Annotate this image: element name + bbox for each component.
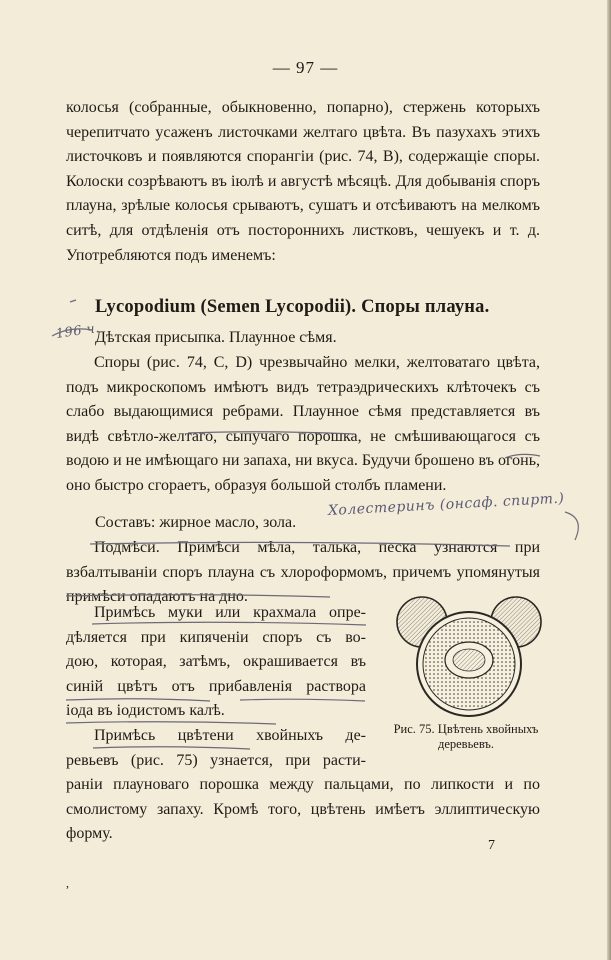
composition-line: Составъ: жирное масло, зола.: [95, 514, 297, 531]
page-edge-shadow: [607, 0, 611, 960]
text-line: ревьевъ (рис. 75) узнается, при расти-: [66, 751, 366, 769]
text-line: Примѣсь цвѣтени хвойныхъ де-: [94, 727, 366, 744]
paragraph-conifer-pollen-continued: раніи плауноваго порошка между пальцами, по липкости и по смолистому запаху. Кромѣ того, цвѣтень имѣетъ эллиптическую форму.: [66, 776, 540, 843]
handwritten-note-margin: 196 ч.: [54, 320, 101, 342]
text-line: дою, которая, затѣмъ, окрашивается въ: [66, 653, 366, 671]
paragraph-spores-collection: колосья (собранные, обыкновенно, попарно), стержень которыхъ черепитчато усаженъ листочками желтаго цвѣта. Въ пазухахъ этихъ листочковъ и появляются спорангіи (рис. 74, B), содержащіе споры. Колоски созрѣваютъ въ іюлѣ и августѣ мѣсяцѣ. Для добыванія споръ плауна, зрѣлые колосья срываютъ, сушатъ и отсѣиваютъ на мелкомъ ситѣ, для отдѣленія отъ постороннихъ листковъ, чешуекъ и т. д. Употребляются подъ именемъ:: [66, 99, 540, 264]
stray-mark: ,: [66, 876, 69, 890]
heading-russian: Споры плауна.: [361, 297, 490, 317]
paragraph-spores-description: Споры (рис. 74, C, D) чрезвычайно мелки, желтоватаго цвѣта, подъ микроскопомъ имѣютъ видъ тетраэдрическихъ клѣточекъ съ слабо выдающимися ребрами. Плаунное сѣмя представляется въ видѣ свѣтло-желтаго, сыпучаго порошка, не смѣшивающагося съ водою и не имѣющаго ни запаха, ни вкуса. Будучи брошено въ огонь, оно быстро сгораетъ, образуя большой столбъ пламени.: [66, 354, 540, 494]
text-line: синій цвѣтъ отъ прибавленія раствора: [66, 677, 366, 695]
bracket-note: [565, 512, 578, 540]
text-line: Примѣсь муки или крахмала опре-: [94, 604, 366, 621]
handwritten-note-cholesterol: Холестеринъ (онсаф. спирт.): [327, 490, 565, 519]
synonyms-line: Дѣтская присыпка. Плаунное сѣмя.: [95, 329, 337, 346]
text-line: іода въ іодистомъ калѣ.: [66, 702, 225, 720]
margin-tick: [70, 300, 76, 302]
nucleus-inner: [453, 649, 485, 671]
conifer-pollen-illustration: [396, 592, 542, 722]
heading-latin: Lycopodium (Semen Lycopodii).: [95, 297, 357, 317]
page-number: — 97 —: [272, 58, 339, 77]
section-heading: [95, 297, 489, 318]
paragraph-conifer-pollen: [66, 724, 366, 773]
paragraph-admixtures: Подмѣси. Примѣси мѣла, талька, песка узнаются при взбалтываніи споръ плауна съ хлороформомъ, причемъ упомянутыя примѣси опадаютъ на дно.: [66, 539, 540, 606]
signature-number: 7: [488, 838, 495, 853]
paragraph-flour-starch: [66, 601, 366, 724]
text-line: дѣляется при кипяченіи споръ съ во-: [66, 628, 366, 646]
figure-caption: Рис. 75. Цвѣтень хвойныхъ деревьевъ.: [393, 722, 539, 751]
